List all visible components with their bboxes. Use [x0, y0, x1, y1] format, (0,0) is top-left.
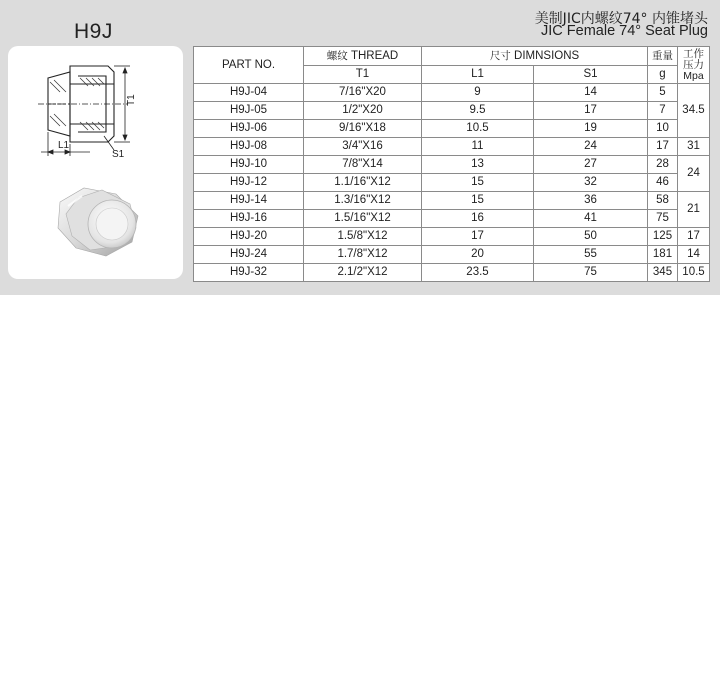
cell-l1: 11 [422, 138, 534, 156]
table-row [194, 156, 710, 174]
cell-part-no: H9J-20 [194, 228, 304, 246]
cell-weight: 28 [648, 156, 678, 174]
header-pressure-cn-1: 工作 [683, 47, 704, 60]
cell-s1: 32 [534, 174, 648, 192]
header-l1: L1 [422, 66, 534, 84]
cell-thread: 2.1/2"X12 [304, 264, 422, 282]
cell-weight: 58 [648, 192, 678, 210]
cell-l1: 9.5 [422, 102, 534, 120]
cell-part-no: H9J-08 [194, 138, 304, 156]
cell-l1: 13 [422, 156, 534, 174]
model-code: H9J [74, 20, 113, 43]
cell-weight: 345 [648, 264, 678, 282]
product-image-card [8, 46, 183, 279]
table-row [194, 138, 710, 156]
product-title-english: JIC Female 74° Seat Plug [541, 23, 708, 39]
product-title-chinese: 美制JIC内螺纹74° 内锥堵头 [534, 11, 708, 27]
header-thread [304, 47, 422, 66]
cell-thread: 7/8"X14 [304, 156, 422, 174]
cell-pressure: 34.5 [678, 84, 710, 138]
cell-part-no: H9J-10 [194, 156, 304, 174]
cell-weight: 181 [648, 246, 678, 264]
cell-pressure: 24 [678, 156, 710, 192]
table-row [194, 228, 710, 246]
header-dimensions-en: DIMNSIONS [514, 50, 580, 62]
header-thread-cn: 螺纹 [326, 50, 348, 62]
cell-l1: 9 [422, 84, 534, 102]
header-dimensions-cn: 尺寸 [489, 50, 511, 62]
table-row [194, 192, 710, 210]
table-row [194, 246, 710, 264]
cell-thread: 1.1/16"X12 [304, 174, 422, 192]
l1-dimension-label: L1 [58, 140, 70, 151]
cell-part-no: H9J-32 [194, 264, 304, 282]
header-pressure [678, 47, 710, 84]
cell-l1: 10.5 [422, 120, 534, 138]
cell-l1: 16 [422, 210, 534, 228]
cell-weight: 125 [648, 228, 678, 246]
t1-dimension-label: T1 [126, 94, 137, 106]
cell-thread: 1.3/16"X12 [304, 192, 422, 210]
table-row [194, 210, 710, 228]
cell-weight: 5 [648, 84, 678, 102]
table-row [194, 84, 710, 102]
table-row [194, 264, 710, 282]
cell-s1: 36 [534, 192, 648, 210]
s1-dimension-label: S1 [112, 149, 125, 160]
cell-s1: 50 [534, 228, 648, 246]
cell-weight: 46 [648, 174, 678, 192]
header-weight-unit: g [648, 66, 678, 84]
cell-s1: 19 [534, 120, 648, 138]
cell-weight: 10 [648, 120, 678, 138]
cell-l1: 15 [422, 174, 534, 192]
specification-table [193, 46, 710, 282]
cell-part-no: H9J-06 [194, 120, 304, 138]
cell-s1: 55 [534, 246, 648, 264]
header-weight-cn: 重量 [648, 47, 678, 66]
cell-l1: 15 [422, 192, 534, 210]
cell-thread: 1.5/8"X12 [304, 228, 422, 246]
cell-l1: 17 [422, 228, 534, 246]
cell-part-no: H9J-14 [194, 192, 304, 210]
cell-part-no: H9J-04 [194, 84, 304, 102]
cell-l1: 20 [422, 246, 534, 264]
cell-thread: 7/16"X20 [304, 84, 422, 102]
header-part-no: PART NO. [194, 47, 304, 84]
cell-s1: 27 [534, 156, 648, 174]
cell-part-no: H9J-05 [194, 102, 304, 120]
cell-pressure: 17 [678, 228, 710, 246]
header-pressure-cn-2: 压力 [683, 58, 704, 71]
cell-weight: 75 [648, 210, 678, 228]
cell-part-no: H9J-16 [194, 210, 304, 228]
cell-thread: 1/2"X20 [304, 102, 422, 120]
header-t1: T1 [304, 66, 422, 84]
cell-weight: 7 [648, 102, 678, 120]
cell-thread: 1.7/8"X12 [304, 246, 422, 264]
cell-pressure: 31 [678, 138, 710, 156]
table-row [194, 120, 710, 138]
cell-part-no: H9J-12 [194, 174, 304, 192]
cell-thread: 1.5/16"X12 [304, 210, 422, 228]
table-row [194, 102, 710, 120]
cell-l1: 23.5 [422, 264, 534, 282]
product-photo [8, 46, 183, 279]
cell-pressure: 14 [678, 246, 710, 264]
cell-thread: 9/16"X18 [304, 120, 422, 138]
header-pressure-unit: Mpa [683, 69, 704, 82]
cell-part-no: H9J-24 [194, 246, 304, 264]
cell-s1: 17 [534, 102, 648, 120]
cell-s1: 24 [534, 138, 648, 156]
table-row [194, 174, 710, 192]
header-thread-en: THREAD [350, 50, 399, 62]
cell-s1: 75 [534, 264, 648, 282]
header-s1: S1 [534, 66, 648, 84]
cell-weight: 17 [648, 138, 678, 156]
cell-s1: 14 [534, 84, 648, 102]
cell-pressure: 10.5 [678, 264, 710, 282]
cell-thread: 3/4"X16 [304, 138, 422, 156]
cell-pressure: 21 [678, 192, 710, 228]
cell-s1: 41 [534, 210, 648, 228]
header-dimensions [422, 47, 648, 66]
